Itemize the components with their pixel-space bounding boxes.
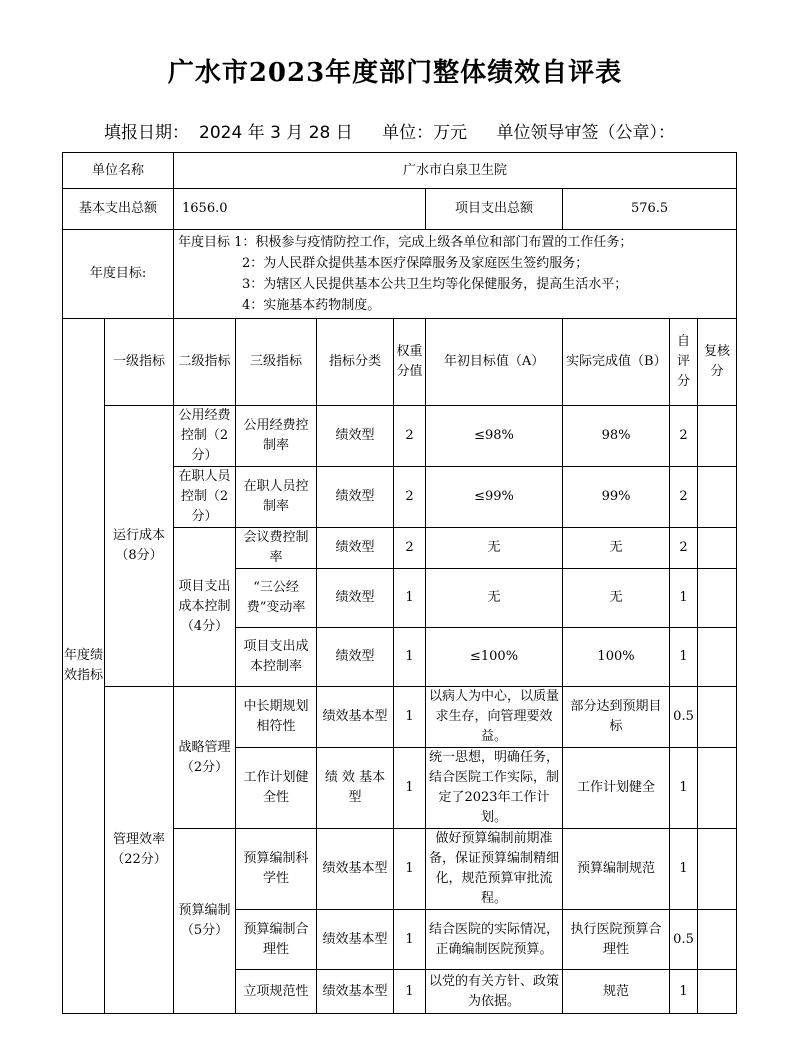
cell-actual: 预算编制规范 [563,829,670,910]
cell-l3: 预算编制科学性 [236,829,317,910]
basic-expense-label: 基本支出总额 [63,189,174,230]
header-weight: 权重分值 [394,319,426,406]
group-op-cost: 运行成本（8分） [105,406,174,687]
cell-weight: 1 [394,970,426,1014]
cell-review [698,829,737,910]
goal-line-3: 3：为辖区人民提供基本公共卫生均等化保健服务，提高生活水平； [242,277,628,292]
cell-type: 绩效型 [317,569,394,628]
project-expense-label: 项目支出总额 [426,189,563,230]
unit-name-label: 单位名称 [63,153,174,189]
cell-self: 0.5 [670,910,698,970]
goals-content [174,230,737,319]
cell-target: 统一思想，明确任务，结合医院工作实际，制定了2023年工作计划。 [426,748,563,829]
cell-weight: 1 [394,910,426,970]
header-self-score: 自评分 [670,319,698,406]
goal-line-4: 4：实施基本药物制度。 [242,298,381,313]
cell-weight: 1 [394,628,426,687]
cell-weight: 1 [394,569,426,628]
cell-type: 绩效基本型 [317,970,394,1014]
header-actual: 实际完成值（B） [563,319,670,406]
unit-name-value: 广水市白泉卫生院 [174,153,737,189]
group-staff-cost: 在职人员控制（2分） [174,467,236,528]
cell-review [698,467,737,528]
cell-type: 绩效基本型 [317,687,394,748]
cell-target: 以党的有关方针、政策为依据。 [426,970,563,1014]
cell-self: 0.5 [670,687,698,748]
cell-self: 1 [670,569,698,628]
cell-weight: 1 [394,748,426,829]
cell-actual: 规范 [563,970,670,1014]
header-level1: 一级指标 [105,319,174,406]
group-public-cost: 公用经费控制（2分） [174,406,236,467]
cell-review [698,910,737,970]
cell-weight: 2 [394,406,426,467]
cell-l3: 在职人员控制率 [236,467,317,528]
cell-weight: 1 [394,687,426,748]
cell-review [698,748,737,829]
cell-l3: 工作计划健全性 [236,748,317,829]
header-target: 年初目标值（A） [426,319,563,406]
header-review-score: 复核分 [698,319,737,406]
cell-review [698,687,737,748]
cell-actual: 99% [563,467,670,528]
cell-actual: 工作计划健全 [563,748,670,829]
cell-self: 1 [670,748,698,829]
cell-type: 绩效型 [317,406,394,467]
section-label: 年度绩效指标 [63,319,105,1014]
cell-self: 2 [670,406,698,467]
cell-actual: 执行医院预算合理性 [563,910,670,970]
cell-l3: 会议费控制率 [236,528,317,569]
cell-type: 绩效基本型 [317,910,394,970]
cell-review [698,628,737,687]
signature-label: 单位领导审签（公章）： [496,123,676,143]
unit-label: 单位：万元 [382,123,468,143]
basic-expense-value: 1656.0 [174,189,426,230]
header-level3: 三级指标 [236,319,317,406]
cell-self: 1 [670,628,698,687]
date-label: 填报日期： [104,123,189,143]
cell-review [698,528,737,569]
date-value: 2024 年 3 月 28 日 [199,123,353,143]
header-type: 指标分类 [317,319,394,406]
evaluation-table [62,152,737,1014]
cell-l3: 预算编制合理性 [236,910,317,970]
cell-self: 1 [670,970,698,1014]
cell-actual: 无 [563,528,670,569]
group-mgmt: 管理效率（22分） [105,687,174,1014]
cell-type: 绩效基本型 [317,829,394,910]
header-level2: 二级指标 [174,319,236,406]
cell-type: 绩效型 [317,467,394,528]
cell-actual: 无 [563,569,670,628]
goals-label: 年度目标: [63,230,174,319]
cell-type: 绩效型 [317,628,394,687]
cell-target: 结合医院的实际情况，正确编制医院预算。 [426,910,563,970]
cell-target: ≤98% [426,406,563,467]
cell-self: 1 [670,829,698,910]
goal-line-1: 年度目标 1：积极参与疫情防控工作，完成上级各单位和部门布置的工作任务； [178,235,633,250]
cell-l3: 立项规范性 [236,970,317,1014]
group-strategy: 战略管理（2分） [174,687,236,829]
group-project-cost: 项目支出成本控制（4分） [174,528,236,687]
cell-weight: 2 [394,528,426,569]
cell-self: 2 [670,528,698,569]
cell-l3: 中长期规划相符性 [236,687,317,748]
cell-target: 做好预算编制前期准备，保证预算编制精细化，规范预算审批流程。 [426,829,563,910]
page-title: 广水市2023年度部门整体绩效自评表 [167,58,623,88]
cell-type: 绩效型 [317,528,394,569]
cell-target: 无 [426,528,563,569]
cell-weight: 1 [394,829,426,910]
table-row [63,406,737,467]
cell-actual: 部分达到预期目标 [563,687,670,748]
cell-actual: 98% [563,406,670,467]
cell-weight: 2 [394,467,426,528]
cell-target: ≤99% [426,467,563,528]
cell-l3: 项目支出成本控制率 [236,628,317,687]
cell-review [698,406,737,467]
cell-target: 以病人为中心，以质量求生存，向管理要效益。 [426,687,563,748]
table-row [63,687,737,748]
cell-l3: 公用经费控制率 [236,406,317,467]
cell-target: 无 [426,569,563,628]
project-expense-value: 576.5 [563,189,737,230]
cell-l3: “三公经费”变动率 [236,569,317,628]
cell-self: 2 [670,467,698,528]
cell-actual: 100% [563,628,670,687]
report-meta [104,118,685,143]
cell-review [698,970,737,1014]
cell-target: ≤100% [426,628,563,687]
goal-line-2: 2：为人民群众提供基本医疗保障服务及家庭医生签约服务； [242,256,589,271]
group-budget: 预算编制（5分） [174,829,236,1014]
cell-review [698,569,737,628]
cell-type: 绩 效 基本型 [317,748,394,829]
